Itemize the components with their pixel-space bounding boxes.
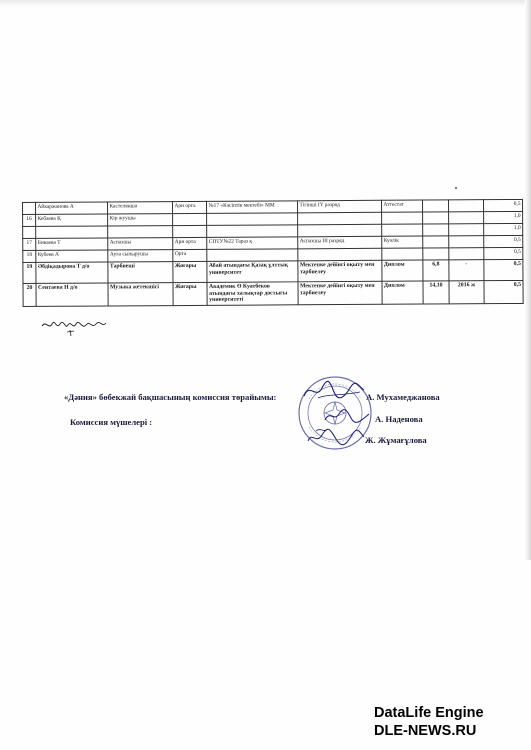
cell-name: Кебаева Қ — [36, 214, 108, 226]
cell-experience — [423, 248, 449, 260]
handwritten-note — [40, 318, 108, 338]
cell-document — [382, 212, 423, 224]
cell-document — [382, 224, 423, 236]
member-2-name: Ж. Жұмағұлова — [365, 435, 427, 445]
cell-document: Диплом — [382, 260, 423, 281]
cell-document: Аттестат — [381, 200, 422, 212]
cell-institution: Академик Ө Куатбеков атындағы халықтар достығы университеті — [207, 282, 298, 306]
cell-institution: №17 «Кәсіптік мектебі» ММ — [206, 201, 297, 214]
cell-experience: 14,10 — [423, 281, 449, 304]
commission-chair-label: «Дәния» бөбекжай бақшасының комиссия төрайымы: — [64, 392, 277, 402]
commission-members-label: Комиссия мүшелері : — [70, 417, 153, 427]
cell-num: 18 — [23, 250, 36, 262]
member-2-signature — [306, 425, 366, 449]
cell-year — [448, 200, 483, 212]
footer-line-2: DLE-NEWS.RU — [374, 723, 477, 739]
cell-num: 17 — [23, 238, 36, 250]
watermark-footer — [374, 704, 524, 740]
staff-table — [22, 199, 524, 307]
cell-institution — [207, 225, 298, 238]
cell-position — [108, 226, 173, 238]
cell-num: 20 — [23, 283, 36, 306]
cell-rate: 0,5 — [484, 235, 523, 247]
footer-line-1: DataLife Engine — [374, 705, 484, 721]
scan-edge-top — [0, 0, 531, 6]
cell-name: Бикаева Т — [36, 238, 108, 250]
cell-name: Айкаржанова А — [36, 202, 108, 214]
cell-education: Жоғары — [173, 261, 207, 282]
cell-num — [23, 226, 36, 238]
cell-position: Кір жуушы — [108, 214, 173, 226]
cell-experience — [423, 212, 449, 224]
cell-institution — [207, 213, 298, 226]
member-1-signature — [322, 406, 372, 426]
cell-specialty — [298, 248, 382, 261]
cell-institution: Абай атындағы Қазақ ұлттық университет — [207, 261, 298, 283]
cell-rate: 1,0 — [484, 211, 523, 223]
cell-document — [382, 248, 423, 260]
cell-experience — [422, 200, 448, 212]
cell-rate: 0,5 — [484, 247, 523, 259]
cell-experience — [423, 224, 449, 236]
table-row — [23, 280, 523, 306]
table-row — [23, 259, 523, 283]
cell-education — [173, 225, 207, 237]
cell-name: Кубеев А — [36, 250, 108, 262]
cell-name — [36, 226, 108, 238]
cell-year — [449, 212, 484, 224]
cell-specialty: Мектепке дейінгі оқыту мен тәрбиелеу — [298, 260, 382, 282]
cell-specialty: Аспазшы III разряд — [298, 236, 382, 249]
cell-document: Куәлік — [382, 236, 423, 248]
cell-document: Диплом — [382, 281, 423, 304]
cell-experience: 6,8 — [423, 260, 449, 281]
cell-name: Сеитаева Н д/о — [36, 283, 108, 306]
cell-rate: 0,5 — [483, 199, 522, 211]
cell-year — [449, 248, 484, 260]
cell-education: Орта — [173, 249, 207, 261]
cell-rate: 0,5 — [484, 280, 523, 303]
scan-speck — [455, 187, 457, 189]
cell-institution — [207, 249, 298, 262]
cell-year: - — [449, 260, 484, 281]
cell-year — [449, 236, 484, 248]
cell-specialty: Мектепке дейінгі оқыту мен тәрбиелеу — [298, 281, 382, 304]
cell-position: Тәрбиеші — [108, 262, 173, 283]
cell-education: Арн орта — [173, 201, 207, 213]
cell-num — [23, 202, 36, 214]
scan-edge-right — [525, 0, 531, 560]
cell-num: 16 — [23, 214, 36, 226]
cell-education: Арн орта — [173, 237, 207, 249]
cell-position: Аспазшы — [108, 238, 173, 250]
cell-experience — [423, 236, 449, 248]
cell-name: Әбдіқадырова Т д/о — [36, 262, 108, 283]
table-body — [23, 199, 524, 306]
cell-specialty — [298, 212, 382, 225]
member-1-name: А. Наденова — [375, 414, 423, 424]
cell-specialty: Тігінші IY разряд — [297, 200, 381, 213]
chair-name: А. Мухамеджанова — [366, 392, 440, 402]
cell-position: Кастелянша — [108, 202, 173, 214]
cell-rate: 0,5 — [484, 259, 523, 280]
cell-year — [449, 224, 484, 236]
cell-position: Музыка жетекшісі — [108, 283, 173, 306]
cell-rate: 1,0 — [484, 223, 523, 235]
cell-education — [173, 213, 207, 225]
cell-year: 2016 ж — [449, 281, 484, 304]
cell-num: 19 — [23, 262, 36, 283]
cell-education: Жоғары — [173, 282, 207, 305]
cell-institution: СПТУ№22 Тараз қ — [207, 237, 298, 250]
chair-signature — [300, 378, 366, 404]
cell-position: Аула сыпырушы — [108, 250, 173, 262]
cell-specialty — [298, 224, 382, 237]
